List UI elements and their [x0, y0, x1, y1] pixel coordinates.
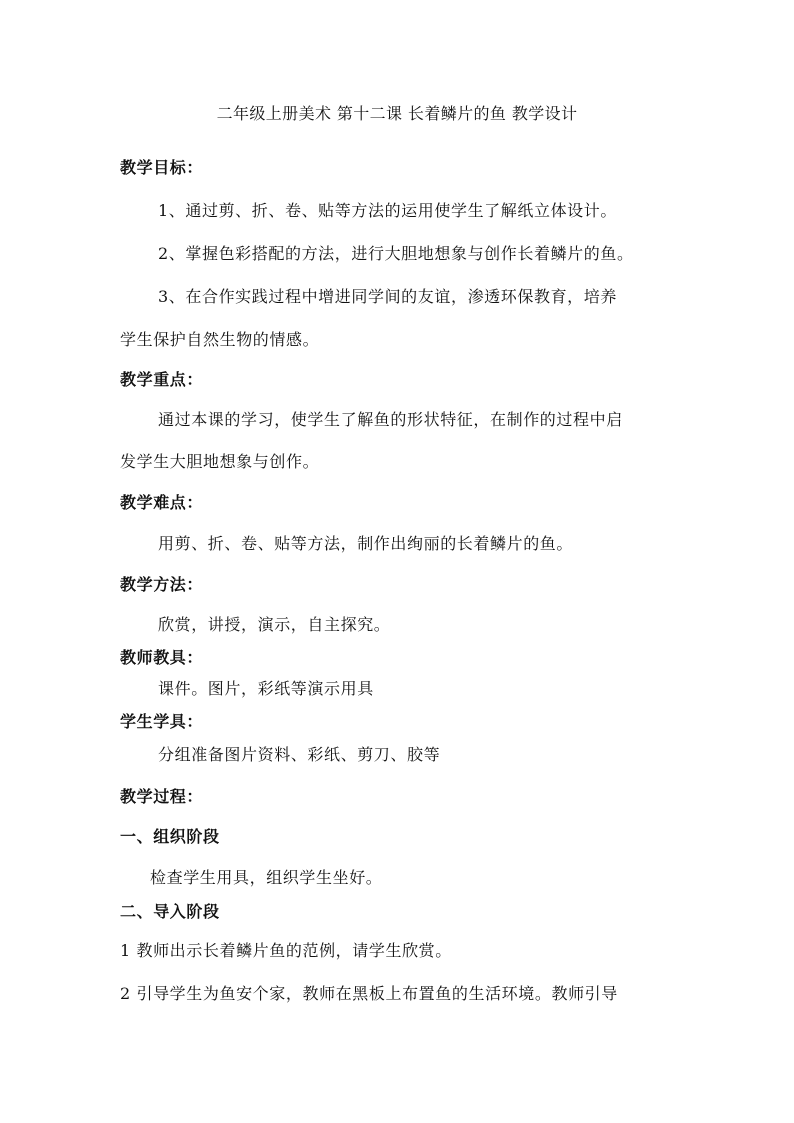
objective-1: 1、通过剪、折、卷、贴等方法的运用使学生了解纸立体设计。 — [158, 201, 617, 220]
difficulties-text: 用剪、折、卷、贴等方法，制作出绚丽的长着鳞片的鱼。 — [158, 534, 574, 553]
difficulties-heading: 教学难点： — [120, 493, 204, 512]
student-tools-text: 分组准备图片资料、彩纸、剪刀、胶等 — [158, 745, 441, 764]
stage-1-heading: 一、组织阶段 — [120, 827, 220, 846]
objective-3-line-2: 学生保护自然生物的情感。 — [120, 330, 320, 349]
stage-2-heading: 二、导入阶段 — [120, 902, 220, 921]
objective-3-line-1: 3、在合作实践过程中增进同学间的友谊，渗透环保教育，培养 — [158, 287, 617, 306]
objective-2: 2、掌握色彩搭配的方法，进行大胆地想象与创作长着鳞片的鱼。 — [158, 244, 634, 263]
process-heading: 教学过程： — [120, 787, 204, 806]
document-title: 二年级上册美术 第十二课 长着鳞片的鱼 教学设计 — [216, 104, 578, 123]
stage-1-text: 检查学生用具，组织学生坐好。 — [150, 868, 383, 887]
stage-2-item-2: 2 引导学生为鱼安个家，教师在黑板上布置鱼的生活环境。教师引导 — [120, 984, 618, 1003]
objectives-heading: 教学目标： — [120, 158, 204, 177]
key-points-line-2: 发学生大胆地想象与创作。 — [120, 452, 320, 471]
student-tools-heading: 学生学具： — [120, 712, 204, 731]
key-points-heading: 教学重点： — [120, 370, 204, 389]
stage-2-item-1: 1 教师出示长着鳞片鱼的范例，请学生欣赏。 — [120, 941, 452, 960]
key-points-line-1: 通过本课的学习，使学生了解鱼的形状特征，在制作的过程中启 — [158, 410, 623, 429]
methods-text: 欣赏，讲授，演示，自主探究。 — [158, 615, 391, 634]
teacher-tools-heading: 教师教具： — [120, 648, 204, 667]
teacher-tools-text: 课件。图片，彩纸等演示用具 — [158, 679, 374, 698]
methods-heading: 教学方法： — [120, 575, 204, 594]
